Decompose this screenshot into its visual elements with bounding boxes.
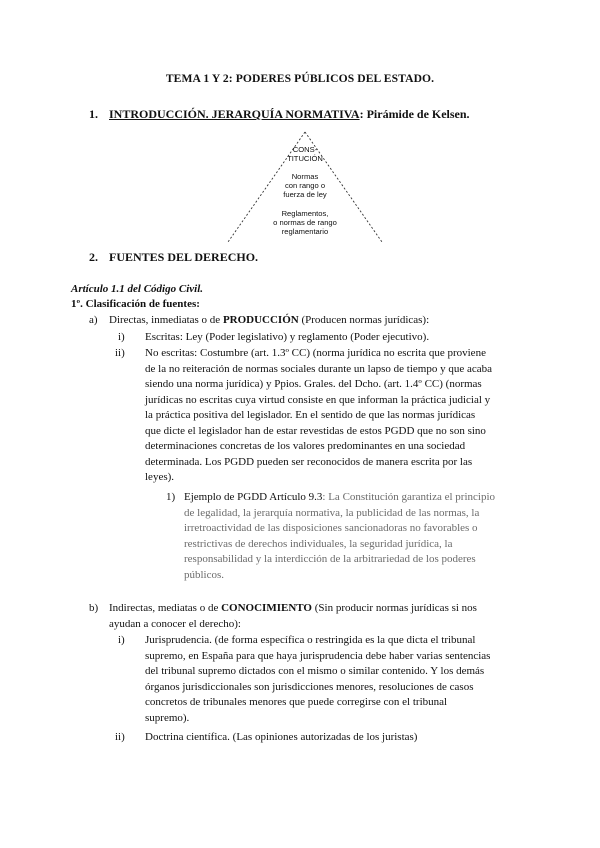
article-reference: Artículo 1.1 del Código Civil. (71, 283, 204, 295)
pyramid-regulations-label: Reglamentos, o normas de rango reglamentario (273, 209, 337, 236)
item-a-i-text: Escritas: Ley (Poder legislativo) y reglamento (Poder ejecutivo). (145, 331, 430, 343)
item-b-marker: b) (89, 602, 99, 614)
item-b-ii-text: Doctrina científica. (Las opiniones autorizadas de los juristas) (145, 731, 418, 743)
item-a-marker: a) (89, 314, 98, 326)
item-b-i-marker: i) (118, 634, 125, 646)
pyramid-laws-label: Normas con rango o fuerza de ley (283, 172, 327, 199)
section-1-number: 1. (89, 107, 98, 121)
page-title: TEMA 1 Y 2: PODERES PÚBLICOS DEL ESTADO. (165, 72, 435, 85)
section-2-number: 2. (89, 250, 98, 264)
item-a-text: Directas, inmediatas o de PRODUCCIÓN (Producen normas jurídicas): (109, 314, 430, 326)
item-a-ii-marker: ii) (115, 347, 125, 359)
item-a-ii-text: No escritas: Costumbre (art. 1.3º CC) (norma jurídica no escrita que proviene de la no reiteración de normas sociales durante un lapso de tiempo y que acaba siendo una norma jurídica) y Ppios. Grales. del Dcho. (art. 1.4º CC) (normas jurídicas no escritas cuya virtud consiste en que informan la práctica judicial y la práctica positiva del legislador. En el sentido de que las normas jurídicas que dicte el legislador han de estar revestidas de estos PGDD que no son sino determinaciones concretas de los valores predominantes en una sociedad determinada. Los PGDD pueden ser reconocidos de manera escrita por las leyes). (145, 347, 492, 483)
example-label: Ejemplo de PGDD Artículo 9.3 (184, 491, 323, 503)
item-b-ii-marker: ii) (115, 731, 125, 743)
example-marker: 1) (166, 491, 176, 503)
section-1-heading (109, 107, 470, 122)
section-1-heading-underlined: INTRODUCCIÓN. JERARQUÍA NORMATIVA (109, 107, 360, 121)
classification-heading: 1º. Clasificación de fuentes: (71, 298, 200, 310)
example-text: Ejemplo de PGDD Artículo 9.3: La Constitución garantiza el principio de legalidad, la jerarquía normativa, la publicidad de las normas, la irretroactividad de las disposiciones sancionadoras no favorables o restrictivas de derechos individuales, la seguridad jurídica, la responsabilidad y la interdicción de la arbitrariedad de los poderes públicos. (184, 491, 495, 581)
pyramid-constitution-label: CONS- TITUCIÓN (287, 145, 323, 163)
item-a-i-marker: i) (118, 331, 125, 343)
item-b-i-text: Jurisprudencia. (de forma específica o restringida es la que dicta el tribunal supremo, en España para que haya jurisprudencia debe haber varias sentencias del tribunal supremo dictados con el mismo o similar contenido. Y los demás órganos jurisdiccionales son jurisdicciones menores, resoluciones de casos concretos de tribunales menores que puede corregirse con el tribunal supremo). (145, 634, 491, 724)
section-1-heading-rest: : Pirámide de Kelsen. (359, 107, 470, 121)
item-b-text: Indirectas, mediatas o de CONOCIMIENTO (Sin producir normas jurídicas si nos ayudan a conocer el derecho): (109, 602, 477, 630)
section-2-heading: FUENTES DEL DERECHO. (109, 250, 259, 264)
